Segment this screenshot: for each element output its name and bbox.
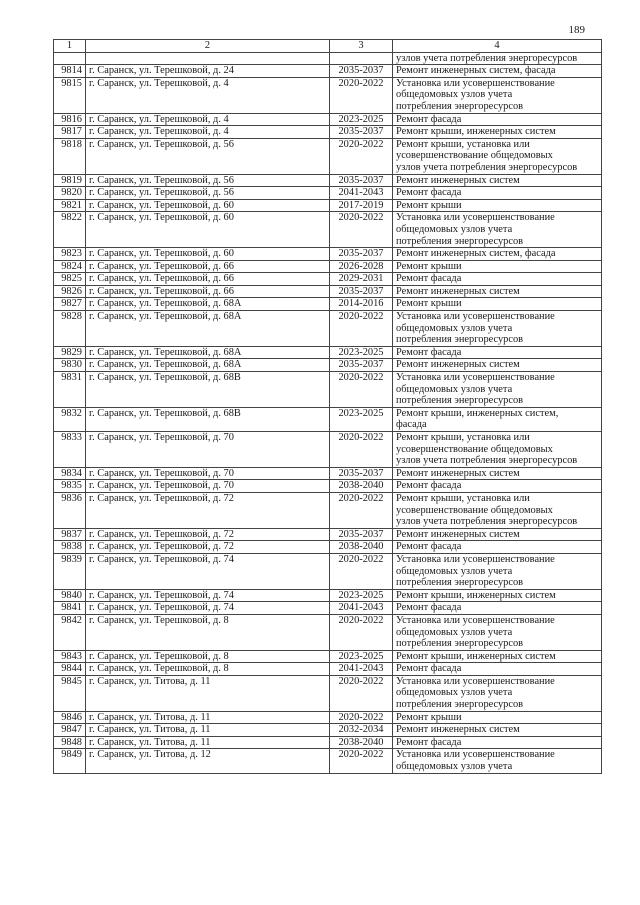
work-type-cell [393, 260, 602, 273]
table-row [54, 359, 602, 372]
work-type-line: усовершенствование общедомовых [396, 150, 553, 162]
address-cell: г. Саранск, ул. Терешковой, д. 4 [86, 113, 330, 126]
work-type-cell [393, 736, 602, 749]
address-cell: г. Саранск, ул. Терешковой, д. 70 [86, 432, 330, 468]
work-type-cell [393, 724, 602, 737]
row-number-cell: 9839 [54, 553, 86, 589]
work-type-cell [393, 711, 602, 724]
work-type-cell [393, 407, 602, 431]
work-type-line: Установка или усовершенствование [396, 372, 555, 384]
header-col-2: 2 [86, 40, 330, 53]
period-cell: 2029-2031 [330, 273, 393, 286]
period-cell: 2035-2037 [330, 126, 393, 139]
work-type-cell [393, 346, 602, 359]
work-type-cell [393, 174, 602, 187]
period-cell: 2038-2040 [330, 541, 393, 554]
work-type-cell [393, 432, 602, 468]
address-cell: г. Саранск, ул. Терешковой, д. 72 [86, 528, 330, 541]
table-row [54, 675, 602, 711]
address-cell: г. Саранск, ул. Терешковой, д. 70 [86, 467, 330, 480]
work-type-line: Ремонт фасада [396, 736, 462, 748]
table-row [54, 77, 602, 113]
work-type-line: Ремонт крыши, инженерных систем [396, 650, 556, 662]
work-type-line: узлов учета потребления энергоресурсов [396, 516, 578, 528]
period-cell: 2038-2040 [330, 736, 393, 749]
work-type-line: Ремонт фасада [396, 480, 462, 492]
row-number-cell: 9826 [54, 285, 86, 298]
work-type-line: потребления энергоресурсов [396, 100, 524, 112]
period-cell: 2017-2019 [330, 199, 393, 212]
period-cell: 2041-2043 [330, 187, 393, 200]
work-type-line: потребления энергоресурсов [396, 235, 524, 247]
table-row [54, 260, 602, 273]
row-number-cell: 9829 [54, 346, 86, 359]
work-type-cell [393, 675, 602, 711]
period-cell: 2032-2034 [330, 724, 393, 737]
work-type-line: Установка или усовершенствование [396, 553, 555, 565]
address-cell: г. Саранск, ул. Титова, д. 11 [86, 724, 330, 737]
address-cell: г. Саранск, ул. Терешковой, д. 8 [86, 614, 330, 650]
work-type-line: общедомовых узлов учета [396, 565, 513, 577]
work-type-line: общедомовых узлов учета [396, 322, 513, 334]
work-type-line: общедомовых узлов учета [396, 89, 513, 101]
row-number-cell: 9840 [54, 589, 86, 602]
work-type-line: потребления энергоресурсов [396, 334, 524, 346]
work-type-line: Ремонт крыши, инженерных систем [396, 589, 556, 601]
work-type-line: общедомовых узлов учета [396, 626, 513, 638]
row-number-cell: 9831 [54, 372, 86, 408]
work-type-cell [393, 285, 602, 298]
work-type-line: общедомовых узлов учета [396, 687, 513, 699]
period-cell: 2023-2025 [330, 589, 393, 602]
row-number-cell: 9836 [54, 492, 86, 528]
work-type-line: Ремонт фасада [396, 346, 462, 358]
address-cell: г. Саранск, ул. Терешковой, д. 66 [86, 273, 330, 286]
period-cell: 2020-2022 [330, 614, 393, 650]
work-type-cell [393, 212, 602, 248]
row-number-cell: 9819 [54, 174, 86, 187]
address-cell: г. Саранск, ул. Терешковой, д. 68А [86, 346, 330, 359]
period-cell: 2020-2022 [330, 749, 393, 773]
continuation-work-cell: узлов учета потребления энергоресурсов [393, 52, 602, 65]
work-type-line: Ремонт крыши [396, 199, 462, 211]
row-number-cell: 9821 [54, 199, 86, 212]
work-type-line: Ремонт крыши, установка или [396, 492, 530, 504]
row-number-cell: 9844 [54, 663, 86, 676]
work-type-cell [393, 113, 602, 126]
table-row [54, 174, 602, 187]
work-type-line: общедомовых узлов учета [396, 383, 513, 395]
work-type-line: Ремонт инженерных систем, фасада [396, 65, 556, 77]
period-cell: 2041-2043 [330, 663, 393, 676]
period-cell: 2014-2016 [330, 298, 393, 311]
table-row [54, 311, 602, 347]
address-cell: г. Саранск, ул. Терешковой, д. 8 [86, 663, 330, 676]
table-row [54, 528, 602, 541]
address-cell: г. Саранск, ул. Терешковой, д. 56 [86, 174, 330, 187]
work-type-line: Ремонт инженерных систем [396, 174, 520, 186]
address-cell: г. Саранск, ул. Терешковой, д. 72 [86, 541, 330, 554]
address-cell: г. Саранск, ул. Терешковой, д. 8 [86, 650, 330, 663]
address-cell: г. Саранск, ул. Терешковой, д. 68В [86, 372, 330, 408]
period-cell: 2020-2022 [330, 138, 393, 174]
work-type-cell [393, 298, 602, 311]
address-cell: г. Саранск, ул. Терешковой, д. 74 [86, 553, 330, 589]
address-cell: г. Саранск, ул. Терешковой, д. 70 [86, 480, 330, 493]
continuation-period-cell [330, 52, 393, 65]
work-type-line: узлов учета потребления энергоресурсов [396, 161, 578, 173]
row-number-cell: 9849 [54, 749, 86, 773]
row-number-cell: 9832 [54, 407, 86, 431]
work-type-line: Ремонт крыши, инженерных систем, [396, 407, 559, 419]
table-row [54, 248, 602, 261]
table-row [54, 199, 602, 212]
work-type-line: Ремонт инженерных систем [396, 359, 520, 371]
table-row [54, 467, 602, 480]
header-col-3: 3 [330, 40, 393, 53]
table-row [54, 298, 602, 311]
table-row [54, 492, 602, 528]
work-type-line: Ремонт инженерных систем [396, 528, 520, 540]
table-row [54, 724, 602, 737]
period-cell: 2020-2022 [330, 553, 393, 589]
work-type-line: Ремонт фасада [396, 273, 462, 285]
period-cell: 2020-2022 [330, 432, 393, 468]
work-type-line: Ремонт фасада [396, 541, 462, 553]
work-type-cell [393, 663, 602, 676]
work-type-line: Ремонт инженерных систем [396, 724, 520, 736]
table-row [54, 614, 602, 650]
period-cell: 2020-2022 [330, 311, 393, 347]
work-type-cell [393, 528, 602, 541]
work-type-line: узлов учета потребления энергоресурсов [396, 455, 578, 467]
table-row [54, 65, 602, 78]
period-cell: 2020-2022 [330, 372, 393, 408]
work-type-line: Ремонт крыши, установка или [396, 432, 530, 443]
address-cell: г. Саранск, ул. Терешковой, д. 4 [86, 126, 330, 139]
address-cell: г. Саранск, ул. Терешковой, д. 68А [86, 298, 330, 311]
work-type-line: общедомовых узлов учета [396, 761, 513, 773]
address-cell: г. Саранск, ул. Титова, д. 11 [86, 711, 330, 724]
repair-schedule-table [53, 39, 602, 774]
work-type-cell [393, 372, 602, 408]
period-cell: 2038-2040 [330, 480, 393, 493]
period-cell: 2020-2022 [330, 77, 393, 113]
continuation-num-cell [54, 52, 86, 65]
work-type-line: Ремонт фасада [396, 602, 462, 614]
work-type-cell [393, 589, 602, 602]
work-type-line: потребления энергоресурсов [396, 638, 524, 650]
work-type-line: Ремонт крыши [396, 298, 462, 310]
table-row [54, 541, 602, 554]
row-number-cell: 9846 [54, 711, 86, 724]
work-type-line: усовершенствование общедомовых [396, 504, 553, 516]
work-type-line: Ремонт крыши, установка или [396, 138, 530, 150]
address-cell: г. Саранск, ул. Терешковой, д. 24 [86, 65, 330, 78]
table-row [54, 480, 602, 493]
work-type-line: Ремонт инженерных систем [396, 467, 520, 479]
page-number: 189 [568, 24, 585, 36]
work-type-cell [393, 749, 602, 773]
row-number-cell: 9825 [54, 273, 86, 286]
work-type-line: фасада [396, 419, 427, 431]
period-cell: 2035-2037 [330, 174, 393, 187]
work-type-cell [393, 138, 602, 174]
row-number-cell: 9842 [54, 614, 86, 650]
work-type-line: Ремонт крыши [396, 260, 462, 272]
row-number-cell: 9817 [54, 126, 86, 139]
row-number-cell: 9822 [54, 212, 86, 248]
work-type-cell [393, 126, 602, 139]
table-row [54, 138, 602, 174]
period-cell: 2035-2037 [330, 248, 393, 261]
table-row [54, 372, 602, 408]
work-type-line: усовершенствование общедомовых [396, 443, 553, 455]
table-header [54, 40, 602, 53]
period-cell: 2020-2022 [330, 492, 393, 528]
table-row [54, 285, 602, 298]
table-row [54, 432, 602, 468]
row-number-cell: 9820 [54, 187, 86, 200]
address-cell: г. Саранск, ул. Терешковой, д. 60 [86, 248, 330, 261]
row-number-cell: 9823 [54, 248, 86, 261]
work-type-cell [393, 187, 602, 200]
address-cell: г. Саранск, ул. Терешковой, д. 4 [86, 77, 330, 113]
table-row [54, 602, 602, 615]
work-type-line: Установка или усовершенствование [396, 749, 555, 761]
row-number-cell: 9828 [54, 311, 86, 347]
period-cell: 2035-2037 [330, 65, 393, 78]
table-row [54, 650, 602, 663]
work-type-cell [393, 359, 602, 372]
work-type-cell [393, 614, 602, 650]
work-type-line: Ремонт крыши [396, 711, 462, 723]
address-cell: г. Саранск, ул. Титова, д. 11 [86, 736, 330, 749]
table-row [54, 553, 602, 589]
address-cell: г. Саранск, ул. Терешковой, д. 60 [86, 199, 330, 212]
work-type-line: потребления энергоресурсов [396, 395, 524, 407]
row-number-cell: 9824 [54, 260, 86, 273]
address-cell: г. Саранск, ул. Титова, д. 11 [86, 675, 330, 711]
row-number-cell: 9841 [54, 602, 86, 615]
period-cell: 2041-2043 [330, 602, 393, 615]
row-number-cell: 9815 [54, 77, 86, 113]
address-cell: г. Саранск, ул. Терешковой, д. 56 [86, 187, 330, 200]
table-row [54, 126, 602, 139]
table-row [54, 736, 602, 749]
address-cell: г. Саранск, ул. Терешковой, д. 66 [86, 285, 330, 298]
work-type-cell [393, 273, 602, 286]
work-type-line: Установка или усовершенствование [396, 614, 555, 626]
address-cell: г. Саранск, ул. Терешковой, д. 74 [86, 589, 330, 602]
work-type-line: потребления энергоресурсов [396, 699, 524, 711]
table-row [54, 407, 602, 431]
work-type-line: Установка или усовершенствование [396, 77, 555, 89]
row-number-cell: 9827 [54, 298, 86, 311]
header-col-1: 1 [54, 40, 86, 53]
address-cell: г. Саранск, ул. Терешковой, д. 68А [86, 311, 330, 347]
period-cell: 2023-2025 [330, 650, 393, 663]
address-cell: г. Саранск, ул. Терешковой, д. 68В [86, 407, 330, 431]
work-type-line: Ремонт фасада [396, 663, 462, 675]
row-number-cell: 9834 [54, 467, 86, 480]
row-number-cell: 9847 [54, 724, 86, 737]
table-body [54, 52, 602, 773]
address-cell: г. Саранск, ул. Терешковой, д. 60 [86, 212, 330, 248]
header-col-4: 4 [393, 40, 602, 53]
period-cell: 2023-2025 [330, 407, 393, 431]
table-row [54, 589, 602, 602]
row-number-cell: 9845 [54, 675, 86, 711]
table-row [54, 113, 602, 126]
work-type-cell [393, 311, 602, 347]
period-cell: 2020-2022 [330, 675, 393, 711]
work-type-line: Установка или усовершенствование [396, 675, 555, 687]
work-type-line: общедомовых узлов учета [396, 223, 513, 235]
address-cell: г. Саранск, ул. Терешковой, д. 68А [86, 359, 330, 372]
row-number-cell: 9837 [54, 528, 86, 541]
work-type-line: Ремонт фасада [396, 187, 462, 199]
work-type-line: Установка или усовершенствование [396, 311, 555, 323]
table-row [54, 273, 602, 286]
row-number-cell: 9835 [54, 480, 86, 493]
table-row [54, 711, 602, 724]
row-number-cell: 9816 [54, 113, 86, 126]
work-type-cell [393, 650, 602, 663]
row-number-cell: 9814 [54, 65, 86, 78]
row-number-cell: 9843 [54, 650, 86, 663]
work-type-cell [393, 602, 602, 615]
period-cell: 2026-2028 [330, 260, 393, 273]
work-type-cell [393, 553, 602, 589]
header-row [54, 40, 602, 53]
period-cell: 2035-2037 [330, 528, 393, 541]
continuation-row [54, 52, 602, 65]
address-cell: г. Саранск, ул. Терешковой, д. 56 [86, 138, 330, 174]
table-row [54, 212, 602, 248]
row-number-cell: 9833 [54, 432, 86, 468]
period-cell: 2035-2037 [330, 359, 393, 372]
work-type-cell [393, 199, 602, 212]
table-row [54, 749, 602, 773]
work-type-cell [393, 248, 602, 261]
work-type-line: Ремонт крыши, инженерных систем [396, 126, 556, 138]
address-cell: г. Саранск, ул. Терешковой, д. 72 [86, 492, 330, 528]
period-cell: 2023-2025 [330, 113, 393, 126]
period-cell: 2020-2022 [330, 711, 393, 724]
work-type-cell [393, 467, 602, 480]
period-cell: 2020-2022 [330, 212, 393, 248]
address-cell: г. Саранск, ул. Терешковой, д. 74 [86, 602, 330, 615]
period-cell: 2035-2037 [330, 467, 393, 480]
row-number-cell: 9818 [54, 138, 86, 174]
work-type-cell [393, 541, 602, 554]
work-type-line: Ремонт фасада [396, 113, 462, 125]
work-type-cell [393, 65, 602, 78]
work-type-cell [393, 492, 602, 528]
table-row [54, 663, 602, 676]
work-type-line: потребления энергоресурсов [396, 577, 524, 589]
work-type-cell [393, 77, 602, 113]
continuation-address-cell [86, 52, 330, 65]
table-row [54, 187, 602, 200]
table-row [54, 346, 602, 359]
row-number-cell: 9848 [54, 736, 86, 749]
period-cell: 2023-2025 [330, 346, 393, 359]
period-cell: 2035-2037 [330, 285, 393, 298]
address-cell: г. Саранск, ул. Титова, д. 12 [86, 749, 330, 773]
work-type-line: Ремонт инженерных систем, фасада [396, 248, 556, 260]
work-type-line: Ремонт инженерных систем [396, 285, 520, 297]
address-cell: г. Саранск, ул. Терешковой, д. 66 [86, 260, 330, 273]
row-number-cell: 9830 [54, 359, 86, 372]
work-type-line: Установка или усовершенствование [396, 212, 555, 224]
row-number-cell: 9838 [54, 541, 86, 554]
work-type-cell [393, 480, 602, 493]
